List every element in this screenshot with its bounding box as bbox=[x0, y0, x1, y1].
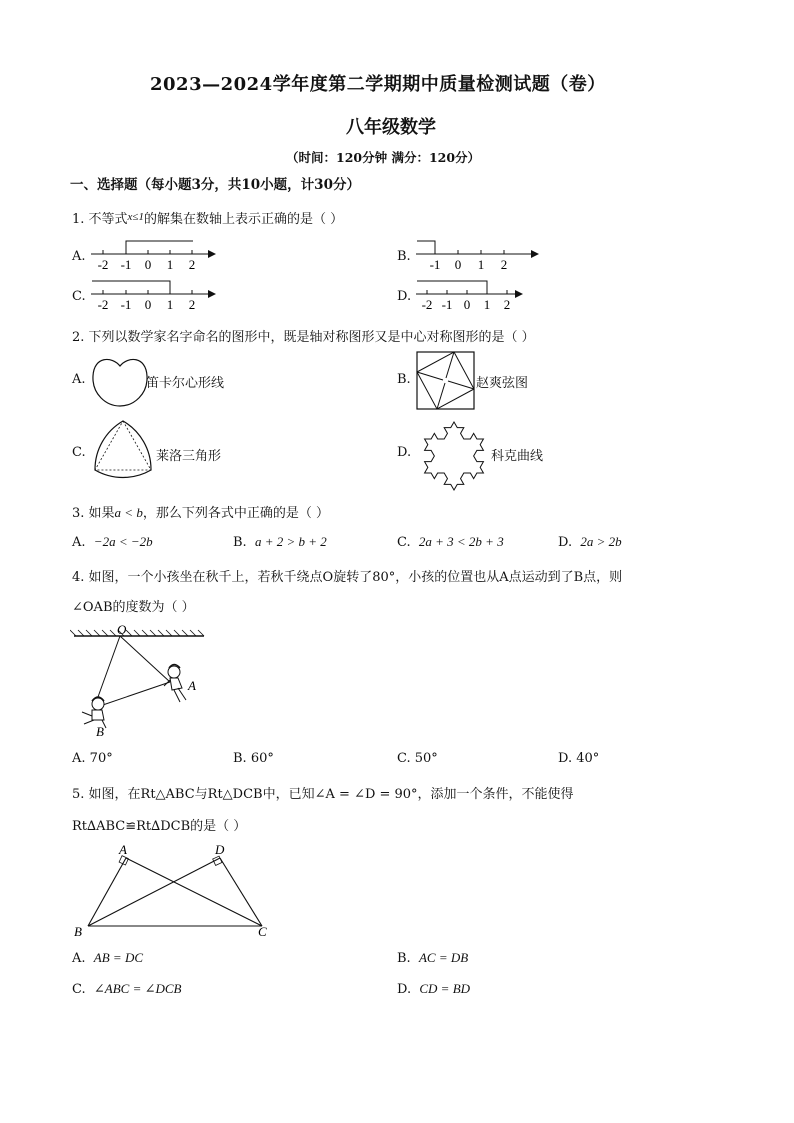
q1-option-b-letter[interactable]: B. bbox=[397, 249, 411, 264]
q4-stem-line2: ∠OAB的度数为（ ） bbox=[72, 600, 195, 615]
q4-option-d-letter: D. bbox=[558, 751, 573, 766]
q2-option-b-label: 赵爽弦图 bbox=[476, 376, 529, 391]
q5-option-d-letter: D. bbox=[397, 982, 412, 997]
triangle-label-a: A bbox=[119, 842, 127, 857]
q1-b-tick: 2 bbox=[500, 257, 508, 272]
q2-option-d-label: 科克曲线 bbox=[491, 449, 544, 464]
q1-c-tick: 1 bbox=[166, 297, 174, 312]
q1-b-tick: 1 bbox=[477, 257, 485, 272]
q1-c-tick: -2 bbox=[97, 297, 109, 312]
triangles-figure bbox=[70, 840, 280, 940]
q2-option-b-letter[interactable]: B. bbox=[397, 372, 411, 387]
q1-a-tick: -2 bbox=[97, 257, 109, 272]
q1-option-a-letter[interactable]: A. bbox=[72, 249, 86, 264]
triangle-label-d: D bbox=[215, 842, 225, 857]
q3-option-b[interactable] bbox=[233, 534, 327, 550]
q5-stem-line2: Rt∆ABC≌Rt∆DCB的是（ ） bbox=[72, 819, 247, 834]
q1-c-tick: 0 bbox=[144, 297, 152, 312]
q5-stem-line1: 5. 如图，在Rt△ABC与Rt△DCB中，已知∠A = ∠D = 90°，添加一个条件，不能使得 bbox=[72, 787, 574, 802]
swing-label-a: A bbox=[188, 678, 196, 693]
q4-option-c-text: 50° bbox=[414, 751, 438, 766]
q4-option-a-letter: A. bbox=[72, 751, 86, 766]
q2-option-c-letter[interactable]: C. bbox=[72, 445, 86, 460]
q3-stem-math: a < b bbox=[114, 505, 143, 520]
q1-d-tick: 1 bbox=[483, 297, 491, 312]
exam-title: 2023—2024学年度第二学期期中质量检测试题（卷） bbox=[150, 74, 606, 95]
q2-option-c-label: 莱洛三角形 bbox=[156, 449, 222, 464]
q1-a-tick: 2 bbox=[188, 257, 196, 272]
q1-d-tick: 2 bbox=[503, 297, 511, 312]
q5-option-b-letter: B. bbox=[397, 951, 411, 966]
child-a-icon bbox=[164, 665, 186, 703]
q5-option-d[interactable] bbox=[397, 981, 470, 997]
q4-option-a[interactable] bbox=[72, 751, 113, 766]
q3-option-d-letter: D. bbox=[558, 535, 573, 550]
q1-numberline-d bbox=[413, 276, 543, 316]
q3-option-d-text: 2a > 2b bbox=[580, 534, 622, 549]
q4-option-b-letter: B. bbox=[233, 751, 247, 766]
cardioid-figure bbox=[90, 354, 150, 410]
q4-stem-line1: 4. 如图，一个小孩坐在秋千上，若秋千绕点O旋转了80°，小孩的位置也从A点运动到了B点，则 bbox=[72, 570, 623, 585]
q5-option-a-text: AB = DC bbox=[93, 950, 144, 965]
zhao-shuang-diagram bbox=[416, 351, 476, 411]
q4-option-c-letter: C. bbox=[397, 751, 411, 766]
q4-option-c[interactable] bbox=[397, 751, 438, 766]
q3-stem bbox=[72, 502, 329, 521]
q1-a-tick: -1 bbox=[120, 257, 132, 272]
q3-option-a[interactable] bbox=[72, 534, 153, 550]
q1-stem-suffix: 的解集在数轴上表示正确的是（ ） bbox=[143, 212, 344, 227]
q1-a-tick: 0 bbox=[144, 257, 152, 272]
koch-snowflake-figure bbox=[414, 416, 494, 496]
q5-option-a[interactable] bbox=[72, 950, 143, 966]
q3-option-c[interactable] bbox=[397, 534, 504, 550]
q2-option-a-label: 笛卡尔心形线 bbox=[146, 376, 225, 391]
q1-c-tick: -1 bbox=[120, 297, 132, 312]
q4-option-d[interactable] bbox=[558, 751, 599, 766]
q2-option-d-letter[interactable]: D. bbox=[397, 445, 412, 460]
q3-stem-prefix: 3. 如果 bbox=[72, 506, 115, 521]
q1-numberline-a bbox=[88, 236, 218, 276]
swing-figure bbox=[70, 620, 210, 742]
q3-option-a-text: −2a < −2b bbox=[93, 534, 153, 549]
q1-c-tick: 2 bbox=[188, 297, 196, 312]
q4-option-b-text: 60° bbox=[250, 751, 274, 766]
reuleaux-triangle-figure bbox=[90, 418, 156, 484]
q5-option-c[interactable] bbox=[72, 981, 182, 997]
section-heading: 一、选择题（每小题3分，共10小题，计30分） bbox=[70, 177, 360, 193]
triangle-label-b: B bbox=[74, 924, 82, 939]
q1-d-tick: 0 bbox=[463, 297, 471, 312]
swing-label-o: O bbox=[117, 622, 127, 637]
q3-option-b-text: a + 2 > b + 2 bbox=[254, 534, 327, 549]
q5-option-b[interactable] bbox=[397, 950, 468, 966]
q5-option-a-letter: A. bbox=[72, 951, 86, 966]
q1-stem-math: x≤1 bbox=[127, 211, 144, 223]
q2-option-a-letter[interactable]: A. bbox=[72, 372, 86, 387]
q3-option-b-letter: B. bbox=[233, 535, 247, 550]
q1-d-tick: -2 bbox=[421, 297, 433, 312]
q5-option-d-text: CD = BD bbox=[419, 981, 471, 996]
q3-option-d[interactable] bbox=[558, 534, 622, 550]
q3-stem-suffix: ，那么下列各式中正确的是（ ） bbox=[142, 506, 329, 521]
q3-option-c-letter: C. bbox=[397, 535, 411, 550]
q1-numberline-c bbox=[88, 276, 218, 316]
q4-option-b[interactable] bbox=[233, 751, 274, 766]
q5-option-c-letter: C. bbox=[72, 982, 86, 997]
q1-numberline-b bbox=[413, 236, 543, 276]
q3-option-c-text: 2a + 3 < 2b + 3 bbox=[418, 534, 504, 549]
q5-option-c-text: ∠ABC = ∠DCB bbox=[93, 981, 182, 996]
q1-stem-prefix: 1. 不等式 bbox=[72, 212, 128, 227]
q5-option-b-text: AC = DB bbox=[418, 950, 469, 965]
q4-option-d-text: 40° bbox=[576, 751, 600, 766]
q1-option-c-letter[interactable]: C. bbox=[72, 289, 86, 304]
q4-option-a-text: 70° bbox=[89, 751, 113, 766]
q1-option-d-letter[interactable]: D. bbox=[397, 289, 412, 304]
exam-info: （时间：120分钟 满分：120分） bbox=[286, 150, 481, 165]
triangle-label-c: C bbox=[258, 924, 267, 939]
q1-a-tick: 1 bbox=[166, 257, 174, 272]
q1-stem bbox=[72, 208, 343, 227]
swing-label-b: B bbox=[96, 724, 104, 739]
koch-snowflake-outline bbox=[425, 422, 484, 490]
q1-d-tick: -1 bbox=[441, 297, 453, 312]
subject-title: 八年级数学 bbox=[346, 117, 436, 138]
q2-stem: 2. 下列以数学家名字命名的图形中，既是轴对称图形又是中心对称图形的是（ ） bbox=[72, 330, 535, 345]
q1-b-tick: -1 bbox=[429, 257, 441, 272]
q1-b-tick: 0 bbox=[454, 257, 462, 272]
q3-option-a-letter: A. bbox=[72, 535, 86, 550]
